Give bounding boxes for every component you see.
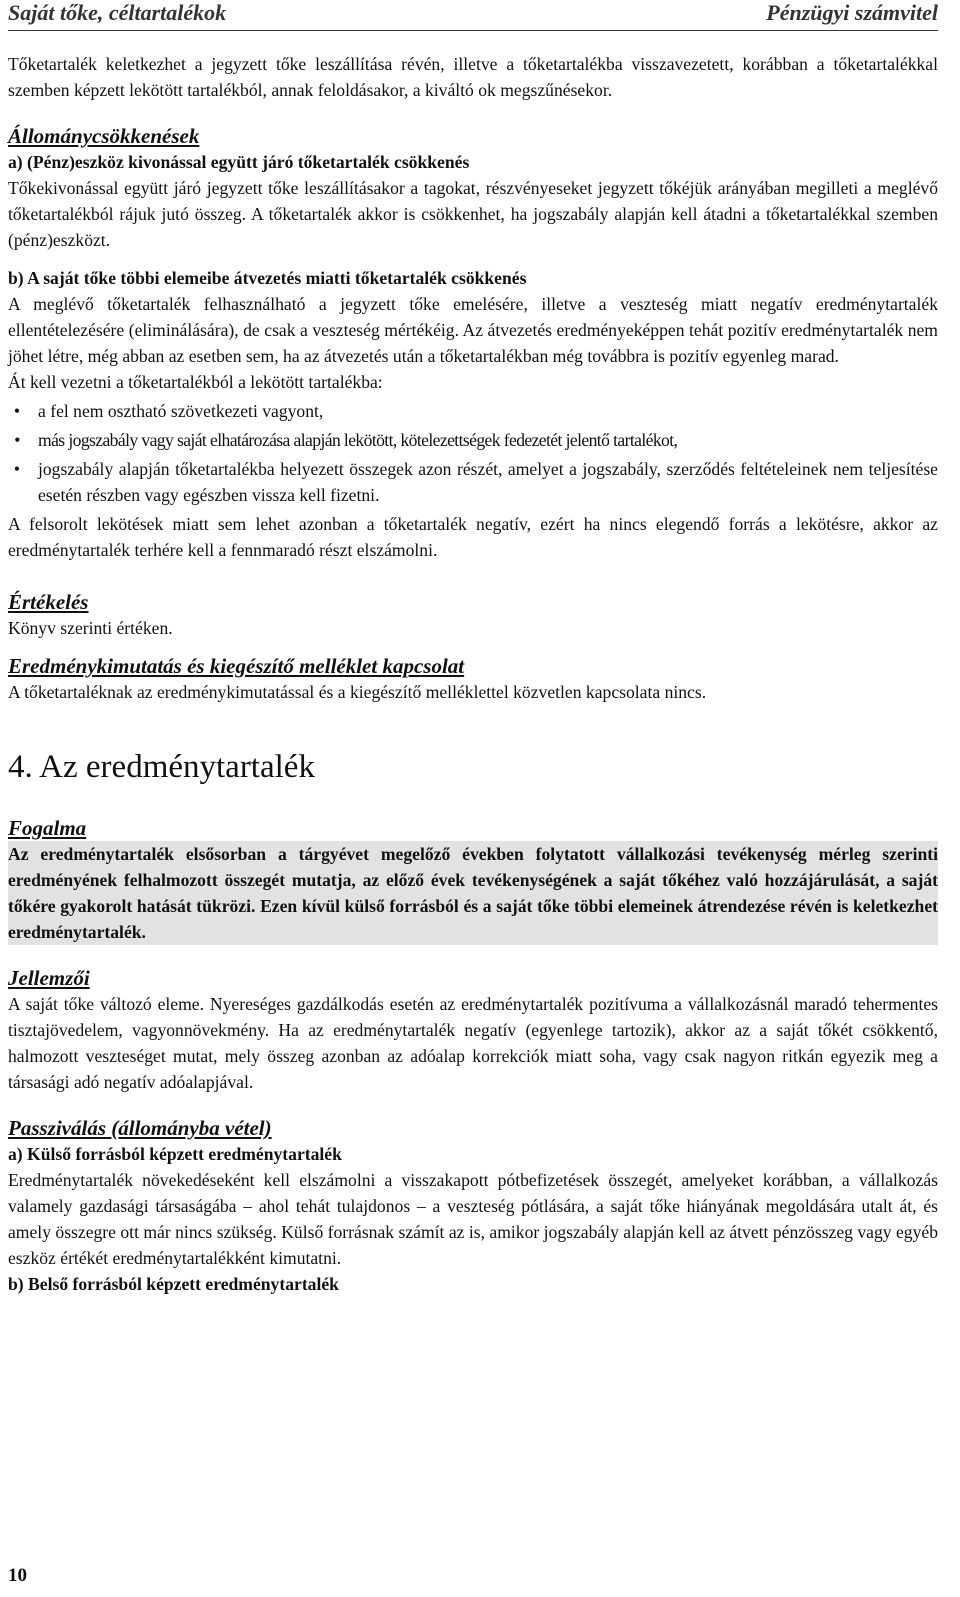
subhead-passive-a: a) Külső forrásból képzett eredménytartalék: [8, 1144, 342, 1164]
document-body: [8, 51, 938, 1297]
transfer-list: [8, 398, 938, 508]
paragraph-decrease-a: Tőkekivonással együtt járó jegyzett tőke leszállításakor a tagokat, részvényeseket jegyzett tőkéjük arányában megilleti a meglévő tőketartalékból rájuk jutó összeg. A tőketartalék akkor is csökkenhet, ha jogszabály alapján kell átadni a tőketartalékkal szemben (pénz)eszközt.: [8, 178, 938, 250]
paragraph-passive-a: Eredménytartalék növekedéseként kell elszámolni a visszakapott pótbefizetések összegét, amelyeket korábban, a vállalkozás valamely gazdasági társaságába – ahol tehát tulajdonos – a veszteség pótlására, a saját tőke hiányának megoldására utalt át, és amely összegre ott már nincs szükség. Külső forrásnak számít az is, amikor jogszabály alapján kell az átvett pénzösszeg vagy egyéb eszköz értékét eredménytartalékként kimutatni.: [8, 1170, 938, 1268]
running-header: [8, 0, 938, 31]
page-number: 10: [8, 1565, 27, 1586]
header-chapter-title: Saját tőke, céltartalékok: [8, 0, 227, 25]
paragraph-features: A saját tőke változó eleme. Nyereséges gazdálkodás esetén az eredménytartalék pozitívuma a vállalkozásnál maradó tehermentes tisztajövedelem, vagyonnövekmény. Ha az eredménytartalék negatív (egyenlege tartozik), akkor az a saját tőkét csökkentő, halmozott veszteséget mutat, mely összeg azonban az adóalap korrekciók miatt soha, vagy csak nagyon ritkán egyezik meg a társasági adó negatív adóalapjával.: [8, 994, 938, 1092]
section-title-passive: Passziválás (állományba vétel): [8, 1116, 272, 1140]
bullet-icon: •: [13, 459, 21, 479]
intro-paragraph: Tőketartalék keletkezhet a jegyzett tőke leszállítása révén, illetve a tőketartalékba visszavezetett, korábban a tőketartalékkal szemben képzett lekötött tartalékból, annak feloldásakor, a kiváltó ok megszűnésekor.: [8, 54, 938, 100]
subhead-passive-b: b) Belső forrásból képzett eredménytartalék: [8, 1274, 339, 1294]
subhead-decrease-a: a) (Pénz)eszköz kivonással együtt járó tőketartalék csökkenés: [8, 152, 470, 172]
section-title-decrease: Állománycsökkenések: [8, 124, 200, 148]
page: [8, 0, 938, 1297]
bullet-icon: •: [14, 430, 20, 450]
list-item: • más jogszabály vagy saját elhatározása alapján lekötött, kötelezettségek fedezetét jelentő tartalékot,: [8, 427, 938, 453]
paragraph-concept-definition: Az eredménytartalék elsősorban a tárgyévet megelőző években folytatott vállalkozási tevékenység mérleg szerinti eredményének felhalmozott összegét mutatja, az előző évek tevékenységének a saját tőkéhez való hozzájárulását, a saját tőkére gyakorolt hatását tükrözi. Ezen kívül külső forrásból és a saját tőke többi elemeinek átrendezése révén is keletkezhet eredménytartalék.: [8, 841, 938, 945]
paragraph-transfer-intro: Át kell vezetni a tőketartalékból a lekötött tartalékba:: [8, 372, 383, 392]
paragraph-decrease-b: A meglévő tőketartalék felhasználható a jegyzett tőke emelésére, illetve a veszteség miatt negatív eredménytartalék ellentételezésére (eliminálására), de csak a veszteség mértékéig. Az átvezetés eredményeképpen tehát pozitív eredménytartalék nem jöhet létre, még abban az esetben sem, ha az átvezetés után a tőketartalékban még továbbra is pozitív egyenleg marad.: [8, 294, 938, 366]
paragraph-income: A tőketartaléknak az eredménykimutatással és a kiegészítő melléklettel közvetlen kapcsolata nincs.: [8, 682, 707, 702]
bullet-icon: •: [13, 401, 21, 421]
section-title-valuation: Értékelés: [8, 590, 89, 614]
header-book-title: Pénzügyi számvitel: [766, 0, 938, 25]
section-title-income: Eredménykimutatás és kiegészítő melléklet kapcsolat: [8, 654, 465, 678]
subhead-decrease-b: b) A saját tőke többi elemeibe átvezetés miatti tőketartalék csökkenés: [8, 268, 527, 288]
paragraph-closing: A felsorolt lekötések miatt sem lehet azonban a tőketartalék negatív, ezért ha nincs elegendő forrás a lekötésre, akkor az eredménytartalék terhére kell a fennmaradó részt elszámolni.: [8, 514, 938, 560]
section-title-features: Jellemzői: [8, 966, 90, 990]
list-item: • jogszabály alapján tőketartalékba helyezett összegek azon részét, amelyet a jogszabály, szerződés feltételeinek nem teljesítése esetén részben vagy egészben vissza kell fizetni.: [8, 456, 938, 508]
section-title-concept: Fogalma: [8, 816, 87, 840]
list-item: • a fel nem osztható szövetkezeti vagyont,: [8, 398, 938, 424]
paragraph-valuation: Könyv szerinti értéken.: [8, 618, 173, 638]
chapter-title: 4. Az eredménytartalék: [8, 749, 315, 785]
